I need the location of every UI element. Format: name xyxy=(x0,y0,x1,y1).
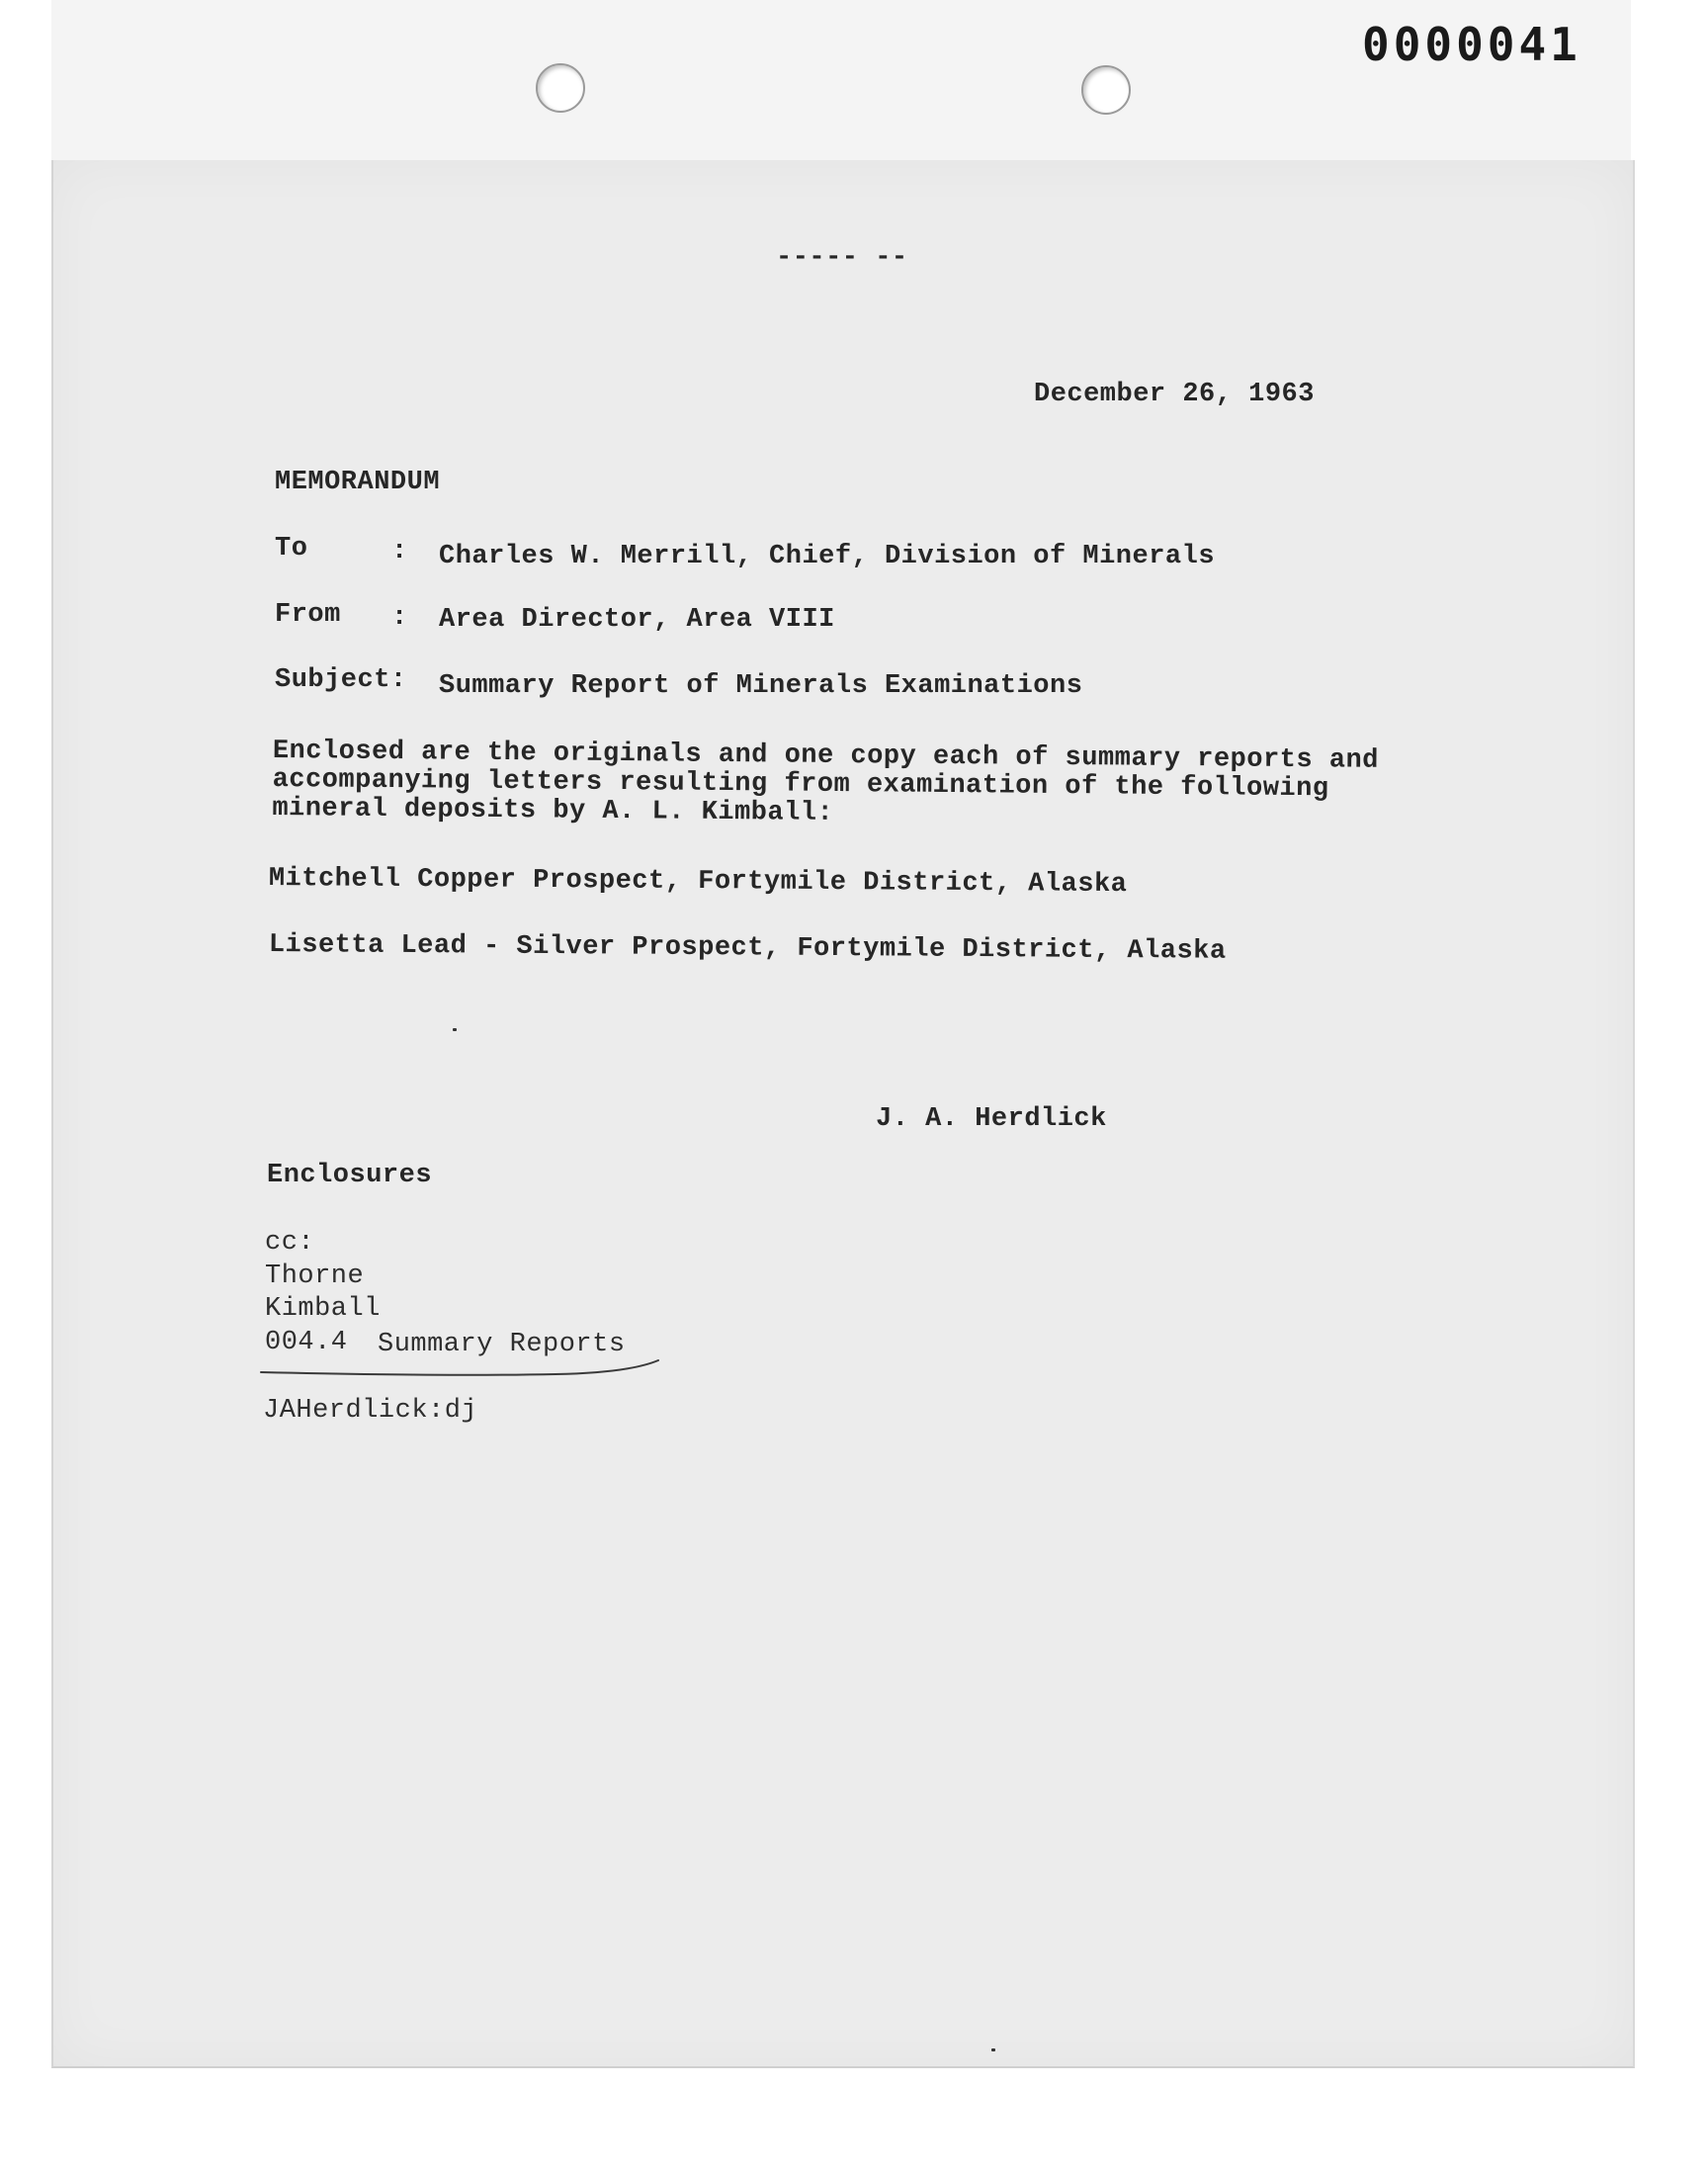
cc-label: cc: xyxy=(265,1228,315,1258)
deposit-item: Lisetta Lead - Silver Prospect, Fortymile District, Alaska xyxy=(268,930,1227,967)
typist-initials: JAHerdlick:dj xyxy=(263,1396,478,1426)
cc-file-code: 004.4 xyxy=(265,1328,348,1357)
memo-heading: MEMORANDUM xyxy=(275,468,441,497)
punch-hole-left xyxy=(536,63,585,113)
cc-file-name: Summary Reports xyxy=(378,1330,626,1359)
cc-recipient: Kimball xyxy=(265,1294,381,1324)
memo-date: December 26, 1963 xyxy=(1034,380,1315,409)
to-label: To xyxy=(275,534,308,564)
deposit-item: Mitchell Copper Prospect, Fortymile District, Alaska xyxy=(268,864,1128,901)
subject-label: Subject: xyxy=(275,665,407,695)
punch-hole-right xyxy=(1081,65,1131,115)
memo-sheet xyxy=(51,160,1635,2068)
header-dashes: ----- -- xyxy=(776,243,908,273)
enclosures-label: Enclosures xyxy=(267,1161,433,1190)
scan-speck xyxy=(991,2048,995,2051)
to-colon: : xyxy=(391,537,408,566)
handwritten-underline xyxy=(259,1354,664,1384)
document-number-stamp: 0000041 xyxy=(1362,18,1581,71)
from-sender: Area Director, Area VIII xyxy=(439,605,835,635)
cc-recipient: Thorne xyxy=(265,1262,365,1291)
signature-name: J. A. Herdlick xyxy=(876,1104,1107,1134)
memo-body: Enclosed are the originals and one copy each of summary reports and accompanying letters resulting from examination of the following mineral deposits by A. L. Kimball: xyxy=(272,737,1380,828)
from-label: From xyxy=(275,600,341,630)
subject-value: Summary Report of Minerals Examinations xyxy=(439,671,1083,701)
from-colon: : xyxy=(391,603,408,633)
scan-speck xyxy=(453,1028,457,1031)
to-recipient: Charles W. Merrill, Chief, Division of Minerals xyxy=(439,542,1216,571)
